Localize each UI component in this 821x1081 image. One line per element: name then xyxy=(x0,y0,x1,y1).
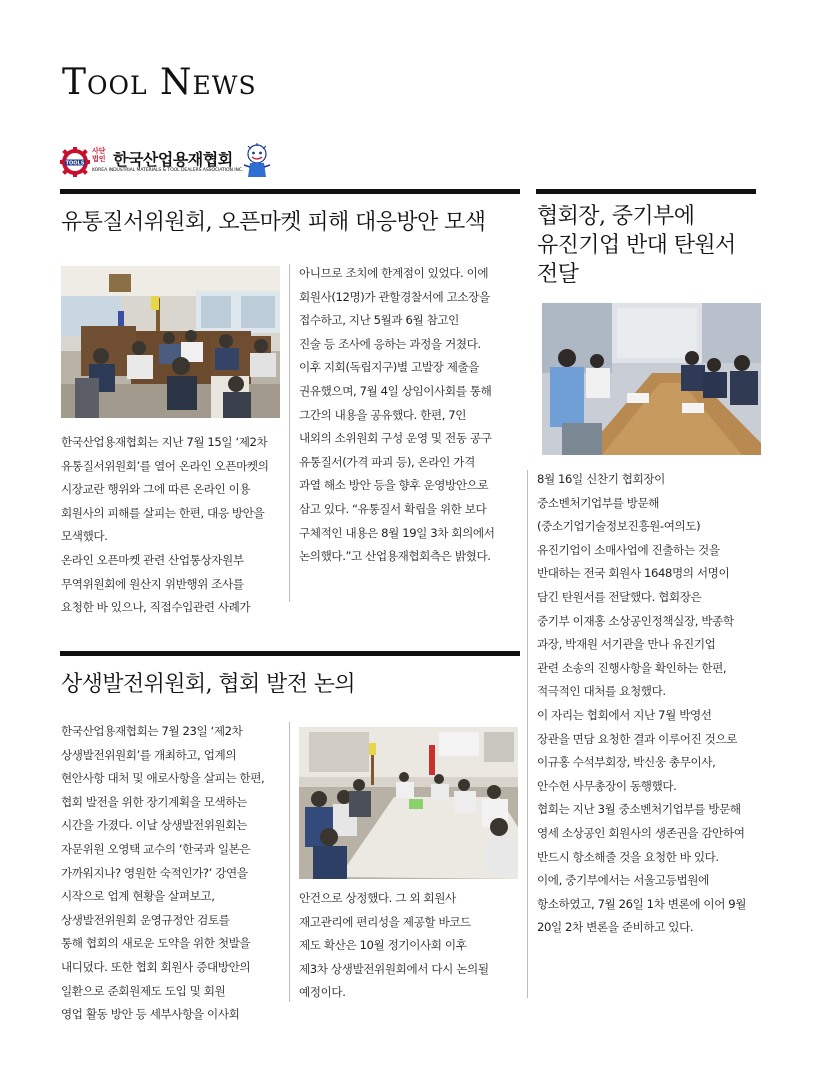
text-line: 반대하는 전국 회원사 1648명의 서명이 xyxy=(537,566,730,581)
article2-headline: 상생발전위원회, 협회 발전 논의 xyxy=(61,672,356,697)
svg-text:TOOLS: TOOLS xyxy=(65,160,85,167)
headline-line: 전달 xyxy=(537,262,579,287)
text-line: 이에, 중기부에서는 서울고등법원에 xyxy=(537,873,709,888)
text-line: 유통질서(가격 파괴 등), 온라인 가격 xyxy=(299,454,475,469)
text-line: 자문위원 오영택 교수의 ‘한국과 일본은 xyxy=(61,841,251,856)
text-line: 삼고 있다. “유통질서 확립을 위한 보다 xyxy=(299,501,487,516)
text-line: 적극적인 대처를 요청했다. xyxy=(537,684,666,699)
text-line: 상생발전위원회’를 개최하고, 업계의 xyxy=(61,747,237,762)
text-line: 이 자리는 협회에서 지난 7월 박영선 xyxy=(537,707,712,722)
article1-meeting-photo xyxy=(61,266,280,418)
text-line: 제도 확산은 10월 정기이사회 이후 xyxy=(299,938,467,953)
logo-subtitle: KOREA INDUSTRIAL MATERIALS & TOOL DEALERS ASSOCIATION INC. xyxy=(92,168,244,173)
text-line: 중소벤처기업부를 방문해 xyxy=(537,495,660,510)
text-line: 내디뎠다. 또한 협회 회원사 증대방안의 xyxy=(61,959,251,974)
text-line: 관련 소송의 진행사항을 확인하는 한편, xyxy=(537,660,727,675)
text-line: 과장, 박재원 서기관을 만나 유진기업 xyxy=(537,637,716,652)
text-line: 한국산업용재협회는 7월 23일 ‘제2차 xyxy=(61,724,243,738)
text-line: 내외의 소위원회 구성 운영 및 전동 공구 xyxy=(299,431,492,446)
association-logo xyxy=(60,143,275,181)
text-line: 시장교란 행위와 그에 따른 온라인 이용 xyxy=(61,482,251,497)
text-line: 아니므로 조치에 한계점이 있었다. 이에 xyxy=(299,266,489,280)
text-line: 담긴 탄원서를 전달했다. 협회장은 xyxy=(537,589,702,604)
text-line: 일환으로 준회원제도 도입 및 회원 xyxy=(61,983,226,998)
text-line: 시간을 가졌다. 이날 상생발전위원회는 xyxy=(61,818,247,833)
page-title: Tool News xyxy=(62,62,257,103)
text-line: 가까워지나? 영원한 숙적인가?’ 강연을 xyxy=(61,865,248,880)
text-line: 요청한 바 있으나, 직접수입관련 사례가 xyxy=(61,600,251,615)
article2-meeting-photo xyxy=(299,727,518,879)
headline-line: 유진기업 반대 탄원서 xyxy=(537,233,736,258)
article3-top-rule xyxy=(536,189,756,194)
text-line: 현안사항 대처 및 애로사항을 살피는 한편, xyxy=(61,771,265,786)
logo-prefix: 사단 법인 xyxy=(92,147,106,163)
text-line: 예정이다. xyxy=(299,985,346,1000)
article2-body-col1 xyxy=(61,720,289,1027)
text-line: 항소하였고, 7월 26일 1차 변론에 이어 9월 xyxy=(537,896,747,911)
text-line: 그간의 내용을 공유했다. 한편, 7인 xyxy=(299,407,467,422)
text-line: 장관을 면담 요청한 결과 이루어진 것으로 xyxy=(537,731,738,746)
text-line: 협회 발전을 위한 장기계획을 모색하는 xyxy=(61,794,247,809)
text-line: 유통질서위원회’를 열어 온라인 오픈마켓의 xyxy=(61,458,269,473)
text-line: 진술 등 조사에 응하는 과정을 거쳤다. xyxy=(299,336,481,351)
text-line: 반드시 항소해줄 것을 요청한 바 있다. xyxy=(537,849,719,864)
text-line: 영세 소상공인 회원사의 생존권을 감안하여 xyxy=(537,825,745,840)
text-line: 통해 협회의 새로운 도약을 위한 첫발을 xyxy=(61,936,251,951)
text-line: 안건으로 상정했다. 그 외 회원사 xyxy=(299,891,456,905)
text-line: (중소기업기술정보진흥원-여의도) xyxy=(537,519,701,534)
text-line: 유진기업이 소매사업에 진출하는 것을 xyxy=(537,542,720,557)
article1-headline: 유통질서위원회, 오픈마켓 피해 대응방안 모색 xyxy=(61,210,486,235)
text-line: 시작으로 업계 현황을 살펴보고, xyxy=(61,889,215,904)
article2-body-col2 xyxy=(299,887,521,1005)
text-line: 20일 2차 변론을 준비하고 있다. xyxy=(537,920,694,935)
text-line: 협회는 지난 3월 중소벤처기업부를 방문해 xyxy=(537,802,741,817)
article3-body xyxy=(537,468,767,940)
text-line: 상생발전위원회 운영규정안 검토를 xyxy=(61,912,230,927)
text-line: 중기부 이재홍 소상공인정책실장, 박종학 xyxy=(537,613,734,628)
text-line: 재고관리에 편리성을 제공할 바코드 xyxy=(299,914,471,929)
text-line: 이후 지회(독립지구)별 고발장 제출을 xyxy=(299,360,480,375)
text-line: 안수헌 사무총장이 동행했다. xyxy=(537,778,677,793)
article1-body-col1 xyxy=(61,431,283,620)
article1-top-rule xyxy=(60,189,520,194)
text-line: 회원사(12명)가 관할경찰서에 고소장을 xyxy=(299,289,490,304)
text-line: 제3차 상생발전위원회에서 다시 논의될 xyxy=(299,961,489,976)
text-line: 권유했으며, 7월 4일 상임이사회를 통해 xyxy=(299,383,492,398)
mascot-icon xyxy=(240,143,274,181)
text-line: 접수하고, 지난 5월과 6월 참고인 xyxy=(299,313,459,328)
article3-meeting-photo xyxy=(542,303,761,455)
column-divider xyxy=(289,722,290,1002)
text-line: 이규홍 수석부회장, 박신웅 총무이사, xyxy=(537,755,716,770)
gear-emblem-icon xyxy=(60,147,90,177)
article1-body-col2 xyxy=(299,262,521,569)
logo-name: 한국산업용재협회 xyxy=(113,150,233,169)
column-divider xyxy=(527,470,528,998)
text-line: 모색했다. xyxy=(61,529,108,544)
text-line: 구체적인 내용은 8월 19일 3차 회의에서 xyxy=(299,525,495,540)
text-line: 온라인 오픈마켓 관련 산업통상자원부 xyxy=(61,552,244,567)
text-line: 무역위원회에 원산지 위반행위 조사를 xyxy=(61,576,244,591)
text-line: 과열 해소 방안 등을 향후 운영방안으로 xyxy=(299,478,489,493)
text-line: 8월 16일 신찬기 협회장이 xyxy=(537,472,665,486)
headline-line: 협회장, 중기부에 xyxy=(537,204,695,229)
article2-top-rule xyxy=(60,651,520,656)
article3-headline xyxy=(537,202,736,289)
text-line: 논의했다.”고 산업용재협회측은 밝혔다. xyxy=(299,549,491,564)
column-divider xyxy=(289,264,290,602)
text-line: 한국산업용재협회는 지난 7월 15일 ‘제2차 xyxy=(61,435,268,449)
text-line: 회원사의 피해를 살피는 한편, 대응 방안을 xyxy=(61,505,265,520)
text-line: 영업 활동 방안 등 세부사항을 이사회 xyxy=(61,1007,240,1022)
